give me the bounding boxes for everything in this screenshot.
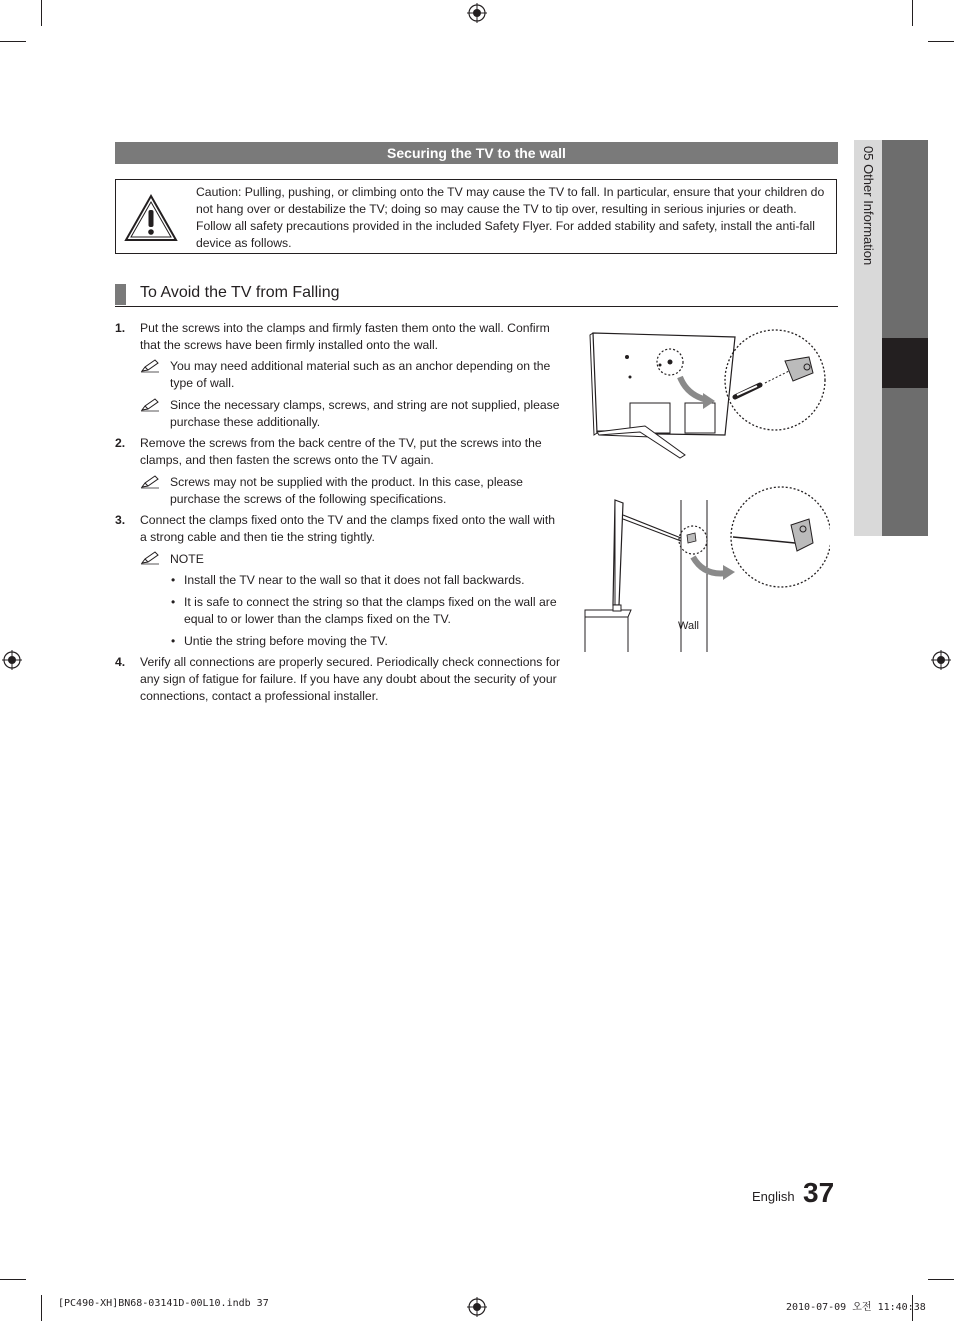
imprint-left: [PC490-XH]BN68-03141D-00L10.indb 37	[58, 1298, 269, 1309]
wall-label: Wall	[678, 620, 699, 632]
note-pencil-icon	[140, 398, 160, 412]
registration-mark-icon	[467, 1297, 487, 1317]
caution-text	[196, 184, 826, 252]
bullet: •	[171, 634, 176, 648]
bullet-text: It is safe to connect the string so that the clamps fixed on the wall are equal to or lower than the clamps fixed on the TV.	[184, 595, 557, 626]
registration-mark-icon	[931, 650, 951, 670]
step-text: Put the screws into the clamps and firmly fasten them onto the wall. Confirm that the screws have been firmly installed onto the wall.	[140, 321, 550, 352]
tv-back-clamp-illustration	[585, 325, 830, 460]
bullet-text: Untie the string before moving the TV.	[184, 634, 388, 648]
note-pencil-icon	[140, 359, 160, 373]
step-text: Connect the clamps fixed onto the TV and the clamps fixed onto the wall with a strong cable and then tie the string tightly.	[140, 513, 556, 544]
imprint-right: 2010-07-09 오전 11:40:38	[786, 1302, 926, 1313]
step-text: Remove the screws from the back centre of the TV, put the screws into the clamps, and then fasten the screws onto the TV again.	[140, 436, 542, 467]
step-number: 3.	[115, 513, 126, 527]
section-title: Securing the TV to the wall	[115, 142, 838, 164]
chapter-marker	[882, 338, 928, 388]
warning-icon	[123, 193, 179, 243]
note-pencil-icon	[140, 475, 160, 489]
caution-label: Caution	[196, 185, 239, 199]
note-text: Screws may not be supplied with the product. In this case, please purchase the screws of the following specifications.	[170, 475, 523, 506]
caution-box	[115, 179, 837, 254]
crop-mark	[912, 0, 913, 26]
subheading-marker	[115, 284, 126, 305]
bullet-text: Install the TV near to the wall so that it does not fall backwards.	[184, 573, 525, 587]
crop-mark	[0, 1279, 26, 1280]
footer-language: English	[752, 1189, 795, 1204]
crop-mark	[0, 41, 26, 42]
step-text: Verify all connections are properly secured. Periodically check connections for any sign of fatigue for failure. If you have any doubt about the security of your connections, contact a professional installer.	[140, 655, 561, 703]
step-number: 2.	[115, 436, 126, 450]
bullet: •	[171, 573, 176, 587]
crop-mark	[928, 41, 954, 42]
subheading-text: To Avoid the TV from Falling	[140, 284, 340, 301]
page-number: 37	[803, 1177, 835, 1208]
bullet: •	[171, 595, 176, 609]
tv-wall-side-illustration	[583, 485, 830, 653]
crop-mark	[41, 0, 42, 26]
note-text: You may need additional material such as an anchor depending on the type of wall.	[170, 359, 551, 390]
crop-mark	[928, 1279, 954, 1280]
registration-mark-icon	[2, 650, 22, 670]
note-pencil-icon	[140, 551, 160, 565]
caution-body: : Pulling, pushing, or climbing onto the TV may cause the TV to fall. In particular, ensure that your children do not hang over or destabilize the TV; doing so may cause the TV to tip over, resulting in serious injuries or death. Follow all safety precautions provided in the included Safety Flyer. For added stability and safety, install the anti-fall device as follows.	[196, 185, 825, 250]
crop-mark	[41, 1295, 42, 1321]
step-number: 4.	[115, 655, 126, 669]
registration-mark-icon	[467, 3, 487, 23]
step-number: 1.	[115, 321, 126, 335]
note-label: NOTE	[170, 552, 204, 566]
note-text: Since the necessary clamps, screws, and string are not supplied, please purchase these additionally.	[170, 398, 560, 429]
chapter-label: 05 Other Information	[861, 146, 876, 266]
subheading	[115, 283, 838, 307]
